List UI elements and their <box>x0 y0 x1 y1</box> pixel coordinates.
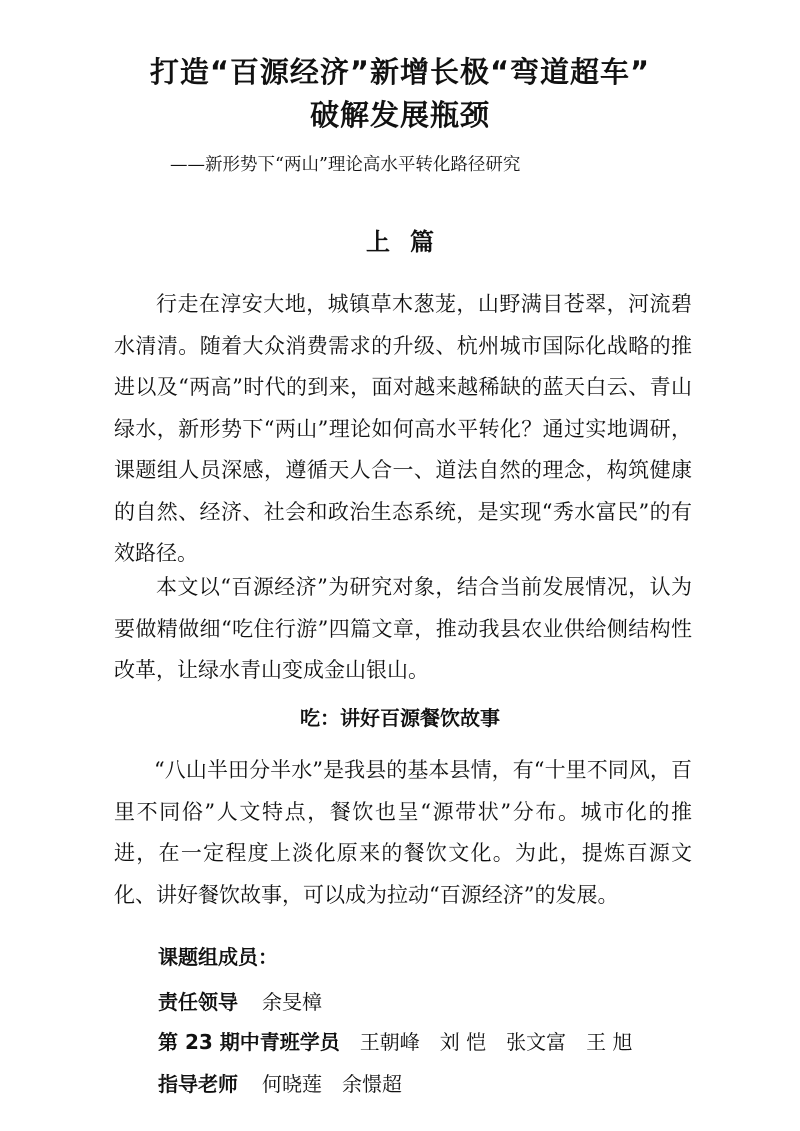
member-role: 责任领导 <box>158 990 238 1014</box>
member-names: 何晓莲 余憬超 <box>262 1072 402 1096</box>
member-row-leader <box>158 986 322 1015</box>
subtitle: ——新形势下“两山”理论高水平转化路径研究 <box>170 155 521 175</box>
title-line-1: 打造“百源经济”新增长极“弯道超车” <box>149 55 651 89</box>
member-row-advisors <box>158 1068 402 1097</box>
member-row-students <box>158 1026 632 1055</box>
member-role: 第 23 期中青班学员 <box>158 1030 340 1054</box>
section-label: 上篇 <box>366 227 454 256</box>
members-title: 课题组成员： <box>158 945 278 969</box>
eat-paragraph: “八山半田分半水”是我县的基本县情，有“十里不同风，百里不同俗”人文特点，餐饮也呈“源带状”分布。城市化的推进，在一定程度上淡化原来的餐饮文化。为此，提炼百源文化、讲好餐饮故事，可以成为拉动“百源经济”的发展。 <box>114 758 692 907</box>
member-role: 指导老师 <box>158 1072 238 1096</box>
intro-paragraph-1: 行走在淳安大地，城镇草木葱茏，山野满目苍翠，河流碧水清清。随着大众消费需求的升级、杭州城市国际化战略的推进以及“两高”时代的到来，面对越来越稀缺的蓝天白云、青山绿水，新形势下“两山”理论如何高水平转化？通过实地调研，课题组人员深感，遵循天人合一、道法自然的理念，构筑健康的自然、经济、社会和政治生态系统，是实现“秀水富民”的有效路径。 <box>114 292 692 565</box>
member-names: 余旻樟 <box>262 990 322 1014</box>
member-names: 王朝峰 刘 恺 张文富 王 旭 <box>359 1030 633 1054</box>
title-line-2: 破解发展瓶颈 <box>309 98 490 132</box>
eat-heading: 吃：讲好百源餐饮故事 <box>300 706 500 730</box>
intro-paragraph-2: 本文以“百源经济”为研究对象，结合当前发展情况，认为要做精做细“吃住行游”四篇文章，推动我县农业供给侧结构性改革，让绿水青山变成金山银山。 <box>114 575 692 682</box>
